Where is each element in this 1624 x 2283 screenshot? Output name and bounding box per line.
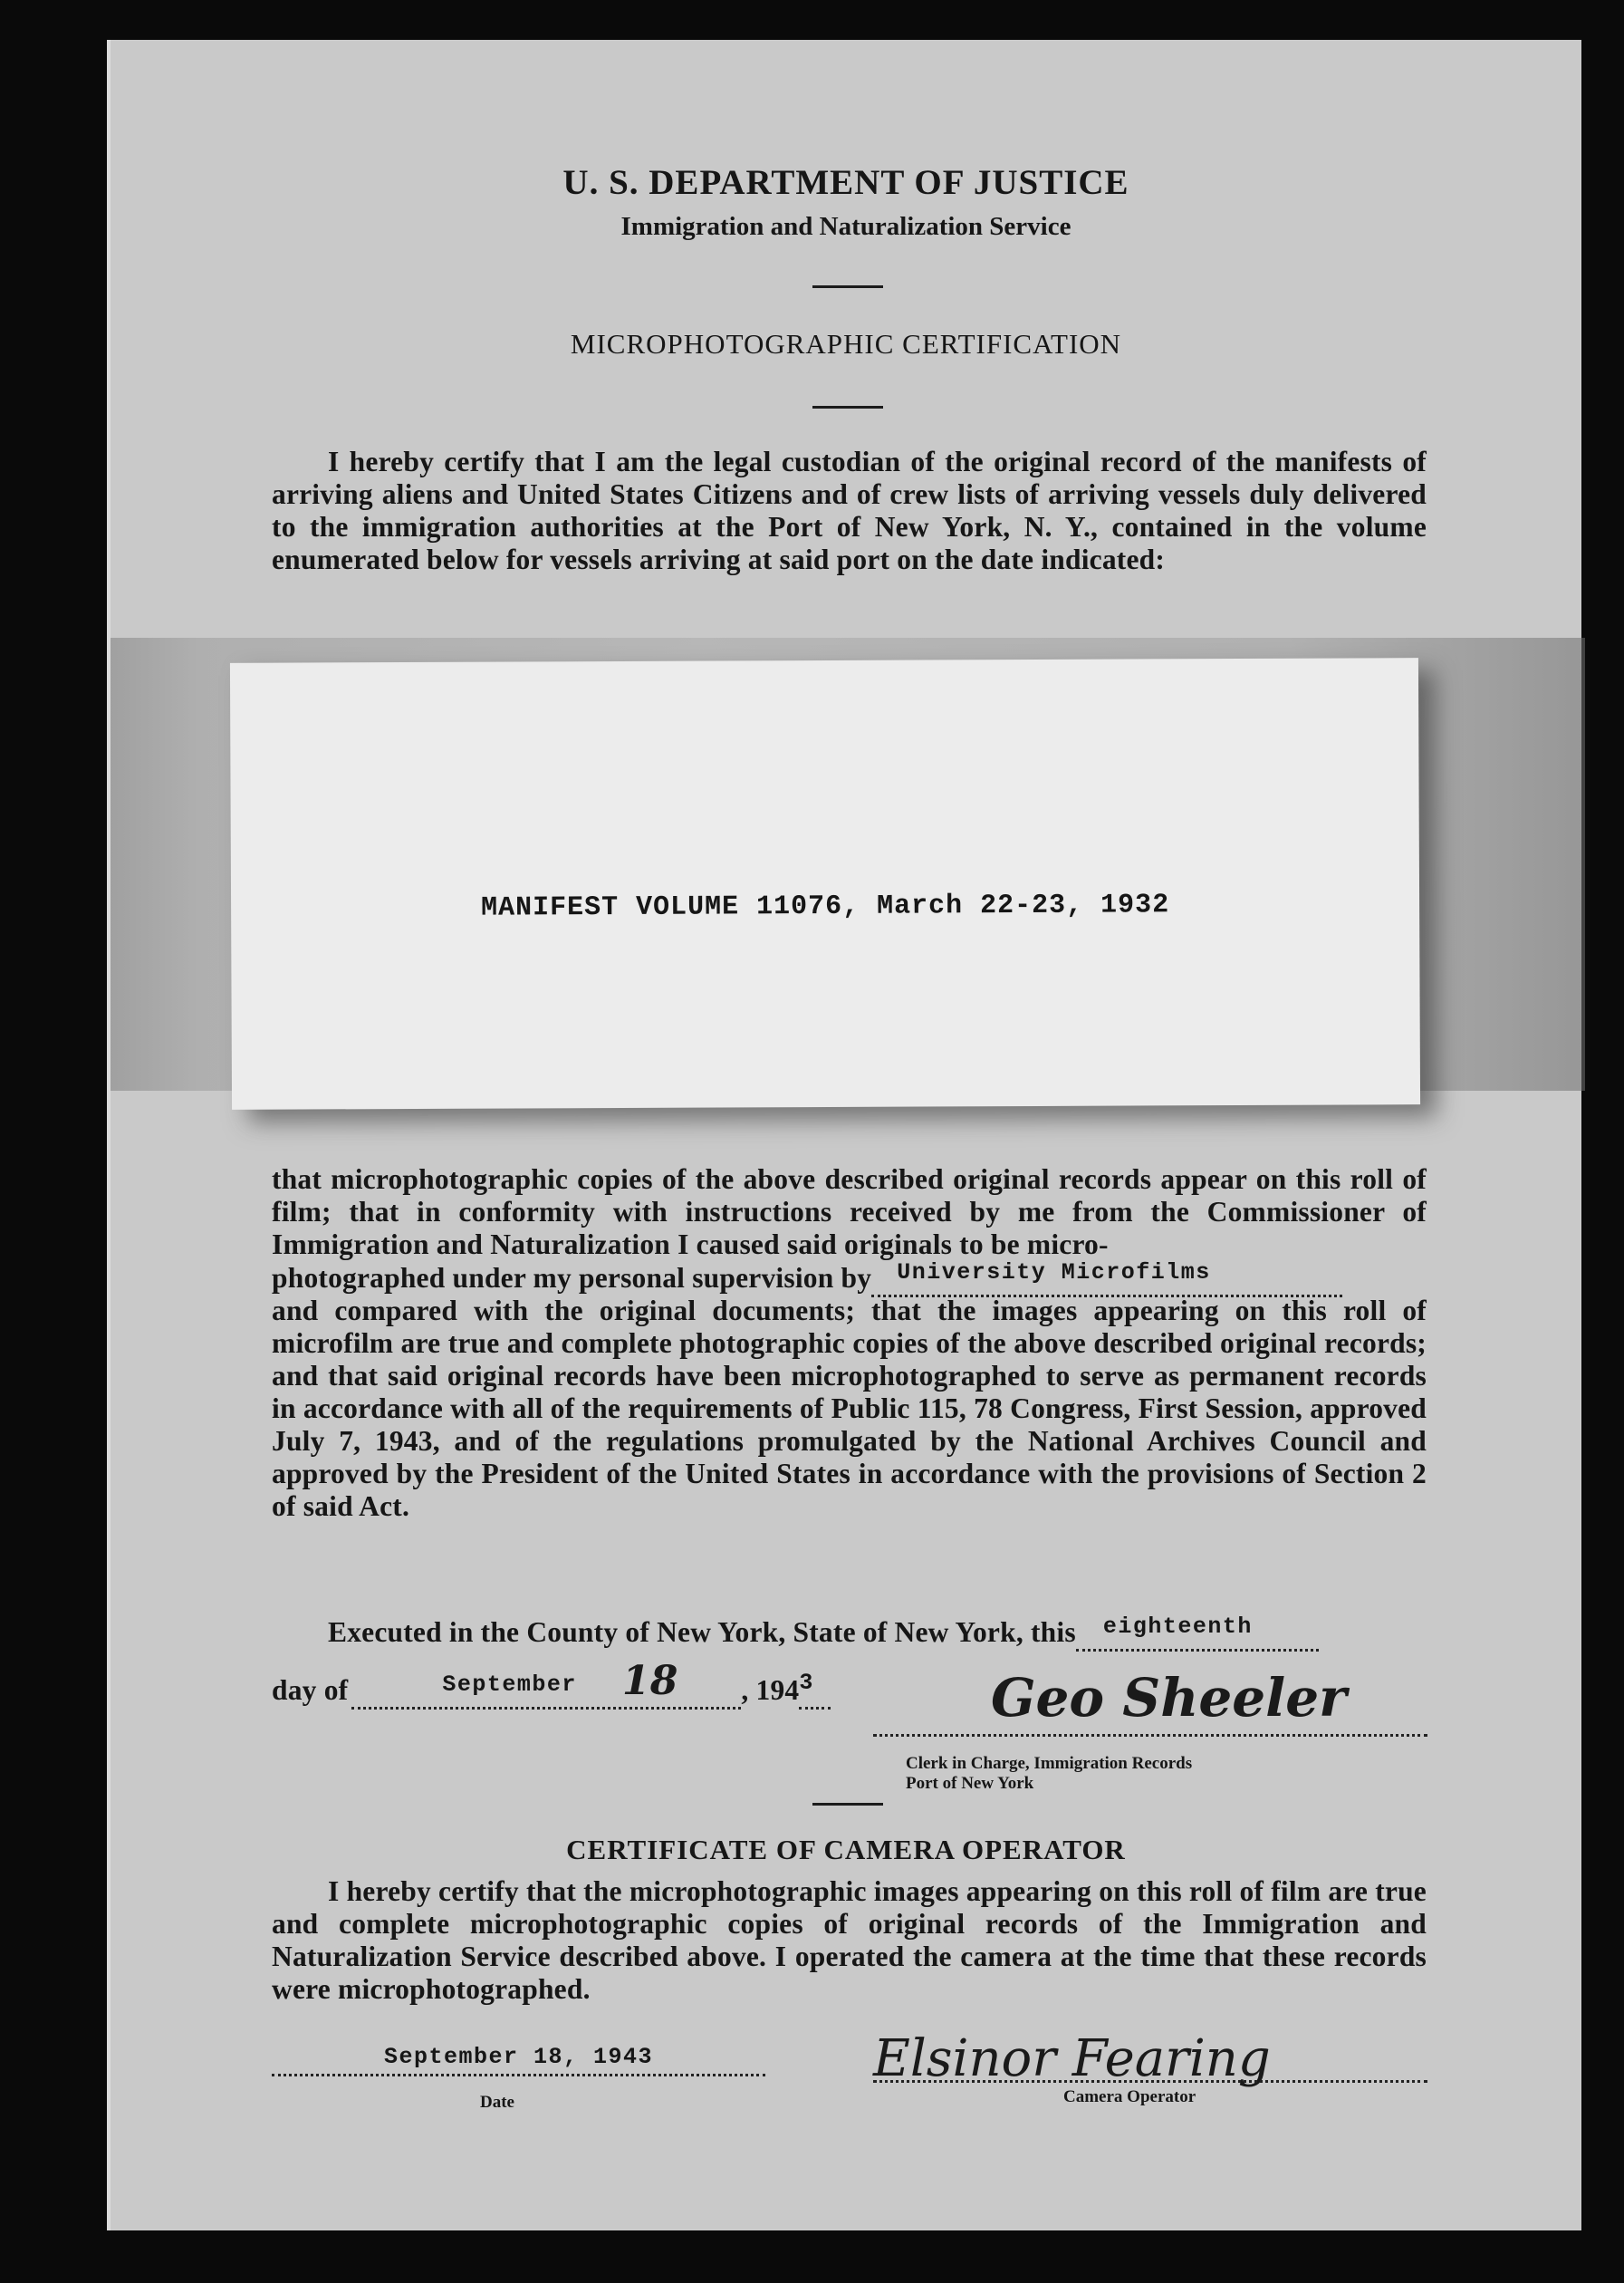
camera-date-field [272, 2044, 765, 2076]
year-prefix: , 194 [741, 1674, 800, 1706]
clerk-title-line1: Clerk in Charge, Immigration Records [906, 1754, 1193, 1773]
executed-day-field [1076, 1613, 1319, 1652]
camera-operator-signature: Elsinor Fearing [873, 2029, 1271, 2088]
certification-title: MICROPHOTOGRAPHIC CERTIFICATION [570, 328, 1122, 360]
heading-divider [812, 285, 883, 288]
clerk-signature-line [873, 1734, 1427, 1737]
certificate-sheet [107, 40, 1581, 2230]
camera-certificate-title: CERTIFICATE OF CAMERA OPERATOR [566, 1834, 1126, 1865]
body-paragraph-part1: that microphotographic copies of the above described original records appear on this roll of film; that in conformity with instructions received by me from the Commissioner of Immigration and Naturalization I caused said originals to be micro- [272, 1163, 1427, 1260]
executed-day-value: eighteenth [1102, 1614, 1253, 1640]
title-divider [812, 406, 883, 409]
year-field [799, 1671, 831, 1710]
camera-operator-line [873, 2080, 1427, 2083]
intro-paragraph: I hereby certify that I am the legal custodian of the original record of the manifests of arriving aliens and United States Citizens and of crew lists of arriving vessels duly delivered to the immigration authorities at the Port of New York, N. Y., contained in the volume enumerated below for vessels arriving at said port on the date indicated: [272, 446, 1427, 575]
service-subheading: Immigration and Naturalization Service [620, 212, 1071, 241]
clerk-signature: Geo Sheeler [991, 1667, 1347, 1729]
month-field [351, 1658, 741, 1710]
supervised-by-field [871, 1258, 1342, 1297]
manifest-volume-text: MANIFEST VOLUME 11076, March 22-23, 1932 [480, 890, 1170, 924]
camera-section-divider [812, 1803, 883, 1806]
executed-prefix: Executed in the County of New York, State of New York, this [328, 1616, 1076, 1648]
manifest-slip [230, 658, 1420, 1110]
year-suffix: 3 [799, 1670, 814, 1696]
month-value: September [442, 1671, 577, 1698]
day-of-label: day of [272, 1674, 349, 1706]
supervised-by-value: University Microfilms [897, 1259, 1211, 1286]
camera-date-value: September 18, 1943 [383, 2044, 654, 2070]
clerk-title-line2: Port of New York [906, 1774, 1034, 1793]
camera-date-label: Date [480, 2093, 514, 2112]
camera-operator-label: Camera Operator [1063, 2087, 1196, 2106]
executed-line [328, 1616, 1427, 1655]
department-heading: U. S. DEPARTMENT OF JUSTICE [562, 163, 1129, 202]
body-paragraph-part2: and compared with the original documents; that the images appearing on this roll of microfilm are true and complete photographic copies of the above described original records; and that said original records have been microphotographed to serve as permanent records in accordance with all of the requirements of Public 115, 78 Congress, First Session, approved July 7, 1943, and of the regulations promulgated by the National Archives Council and approved by the President of the United States in accordance with the provisions of Section 2 of said Act. [272, 1295, 1427, 1522]
supervision-prefix: photographed under my personal supervision by [272, 1262, 872, 1294]
handwritten-day: 18 [621, 1658, 678, 1704]
camera-paragraph: I hereby certify that the microphotographic images appearing on this roll of film are true and complete microphotographic copies of original records of the Immigration and Naturalization Service described above. I operated the camera at the time that these records were microphotographed. [272, 1875, 1427, 2005]
